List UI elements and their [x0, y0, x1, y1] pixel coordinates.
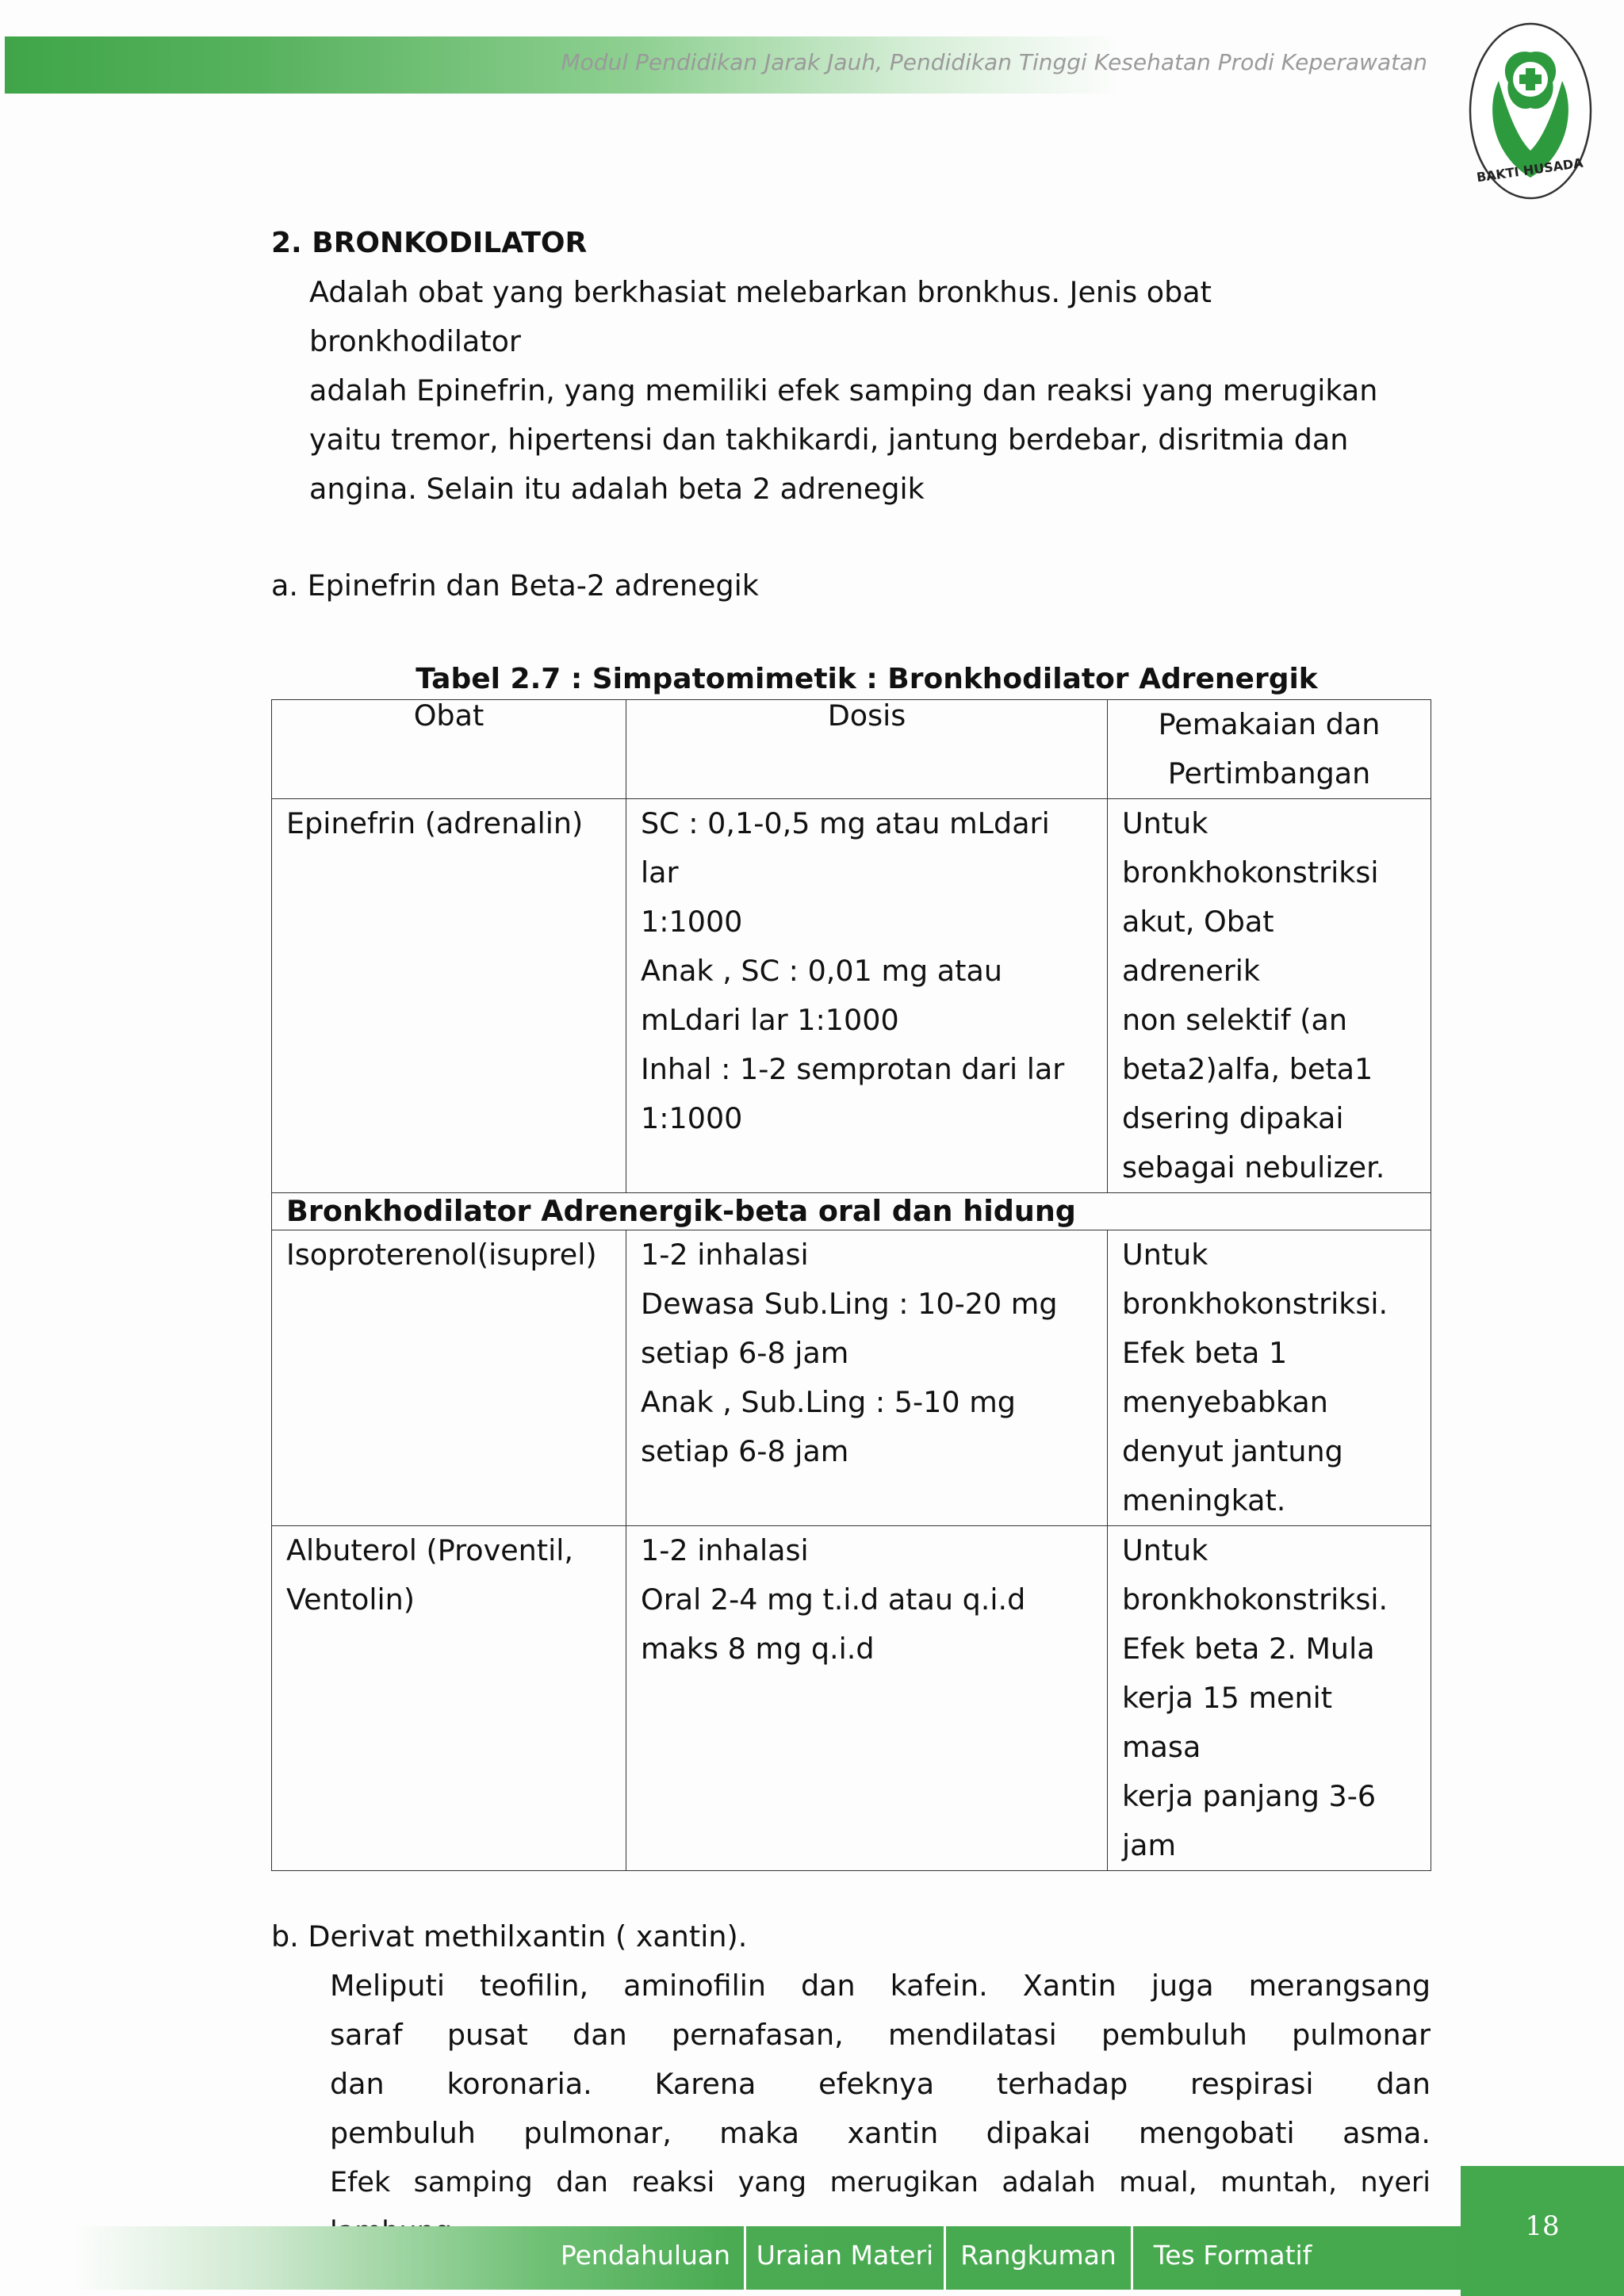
cell-pemakaian: [1108, 1230, 1431, 1526]
section-row-label: Bronkhodilator Adrenergik-beta oral dan hidung: [272, 1193, 1431, 1230]
cell-line: Dewasa Sub.Ling : 10-20 mg: [641, 1287, 1058, 1321]
svg-text:BAKTI HUSADA: BAKTI HUSADA: [1475, 155, 1584, 186]
cell-line: menyebabkan: [1122, 1385, 1328, 1419]
bakti-husada-logo: [1467, 19, 1594, 203]
nav-tes-formatif[interactable]: Tes Formatif: [1131, 2226, 1332, 2290]
cell-dosis: [626, 1526, 1108, 1871]
cell-line: Anak , Sub.Ling : 5-10 mg: [641, 1385, 1016, 1419]
intro-paragraph: [309, 268, 1431, 514]
intro-line: angina. Selain itu adalah beta 2 adrenegik: [309, 472, 925, 506]
xantin-paragraph: [330, 1961, 1431, 2256]
page-content: [271, 219, 1431, 2256]
cell-obat: [272, 799, 626, 1193]
header-pemakaian: Pemakaian dan Pertimbangan: [1108, 700, 1431, 799]
paragraph-line: saraf pusat dan pernafasan, mendilatasi pembuluh pulmonar: [330, 2018, 1431, 2052]
cell-line: 1-2 inhalasi: [641, 1238, 809, 1272]
cell-line: bronkhokonstriksi: [1122, 855, 1379, 890]
drug-table: [271, 699, 1431, 1871]
cell-obat: [272, 1230, 626, 1526]
paragraph-line: dan koronaria. Karena efeknya terhadap respirasi dan: [330, 2067, 1431, 2101]
page-number: 18: [1525, 2210, 1560, 2242]
cell-pemakaian: [1108, 799, 1431, 1193]
cell-dosis: [626, 799, 1108, 1193]
cell-line: Untuk: [1122, 1238, 1208, 1272]
cell-line: Efek beta 2. Mula: [1122, 1632, 1375, 1666]
subheading-a: a. Epinefrin dan Beta-2 adrenegik: [271, 568, 759, 603]
cell-line: dsering dipakai: [1122, 1101, 1344, 1135]
cell-line: sebagai nebulizer.: [1122, 1150, 1385, 1184]
cell-line: setiap 6-8 jam: [641, 1434, 849, 1468]
header-dosis: Dosis: [626, 700, 1108, 799]
table-row: [272, 1526, 1431, 1871]
cell-line: Albuterol (Proventil,: [286, 1533, 573, 1567]
table-row: [272, 799, 1431, 1193]
cell-line: SC : 0,1-0,5 mg atau mLdari lar: [641, 806, 1050, 890]
cell-line: Ventolin): [286, 1582, 416, 1617]
table-section-row: [272, 1193, 1431, 1230]
cell-line: kerja panjang 3-6: [1122, 1779, 1377, 1813]
subheading-b: b. Derivat methilxantin ( xantin).: [271, 1919, 748, 1954]
table-row: [272, 1230, 1431, 1526]
cell-line: Untuk: [1122, 806, 1208, 840]
cell-line: beta2)alfa, beta1: [1122, 1052, 1373, 1086]
cell-line: bronkhokonstriksi.: [1122, 1287, 1388, 1321]
cell-line: 1:1000: [641, 1101, 743, 1135]
paragraph-line: pembuluh pulmonar, maka xantin dipakai mengobati asma.: [330, 2116, 1431, 2150]
header-obat: Obat: [272, 700, 626, 799]
intro-line: adalah Epinefrin, yang memiliki efek samping dan reaksi yang merugikan: [309, 373, 1378, 408]
cell-line: denyut jantung: [1122, 1434, 1343, 1468]
cell-line: Isoproterenol(isuprel): [286, 1238, 597, 1272]
table-header-row: [272, 700, 1431, 799]
cell-line: Efek beta 1: [1122, 1336, 1288, 1370]
cell-line: 1-2 inhalasi: [641, 1533, 809, 1567]
cell-line: Inhal : 1-2 semprotan dari lar: [641, 1052, 1065, 1086]
cell-line: bronkhokonstriksi.: [1122, 1582, 1388, 1617]
table-title: Tabel 2.7 : Simpatomimetik : Bronkhodilator Adrenergik: [416, 663, 1318, 695]
cell-line: maks 8 mg q.i.d: [641, 1632, 875, 1666]
nav-rangkuman[interactable]: Rangkuman: [944, 2226, 1131, 2290]
cell-line: meningkat.: [1122, 1483, 1286, 1517]
cell-line: 1:1000: [641, 905, 743, 939]
cell-dosis: [626, 1230, 1108, 1526]
cell-line: jam: [1122, 1828, 1177, 1862]
cell-line: Epinefrin (adrenalin): [286, 806, 584, 840]
cell-line: akut, Obat adrenerik: [1122, 905, 1274, 988]
footer-nav: [547, 2226, 1332, 2290]
cell-line: Anak , SC : 0,01 mg atau: [641, 954, 1002, 988]
cell-obat: [272, 1526, 626, 1871]
cell-pemakaian: [1108, 1526, 1431, 1871]
section-heading: 2. BRONKODILATOR: [271, 227, 588, 259]
intro-line: yaitu tremor, hipertensi dan takhikardi, jantung berdebar, disritmia dan: [309, 423, 1349, 457]
cell-line: non selektif (an: [1122, 1003, 1348, 1037]
paragraph-line: Efek samping dan reaksi yang merugikan adalah mual, muntah, nyeri: [330, 2167, 1431, 2198]
cell-line: kerja 15 menit masa: [1122, 1681, 1333, 1764]
cell-line: Oral 2-4 mg t.i.d atau q.i.d: [641, 1582, 1026, 1617]
cell-line: mLdari lar 1:1000: [641, 1003, 899, 1037]
module-title: Modul Pendidikan Jarak Jauh, Pendidikan Tinggi Kesehatan Prodi Keperawatan: [561, 49, 1427, 75]
cell-line: Untuk: [1122, 1533, 1208, 1567]
nav-pendahuluan[interactable]: Pendahuluan: [560, 2240, 731, 2271]
nav-uraian-materi[interactable]: Uraian Materi: [744, 2226, 944, 2290]
cell-line: setiap 6-8 jam: [641, 1336, 849, 1370]
intro-line: Adalah obat yang berkhasiat melebarkan bronkhus. Jenis obat bronkhodilator: [309, 275, 1212, 358]
paragraph-line: Meliputi teofilin, aminofilin dan kafein. Xantin juga merangsang: [330, 1969, 1431, 2003]
